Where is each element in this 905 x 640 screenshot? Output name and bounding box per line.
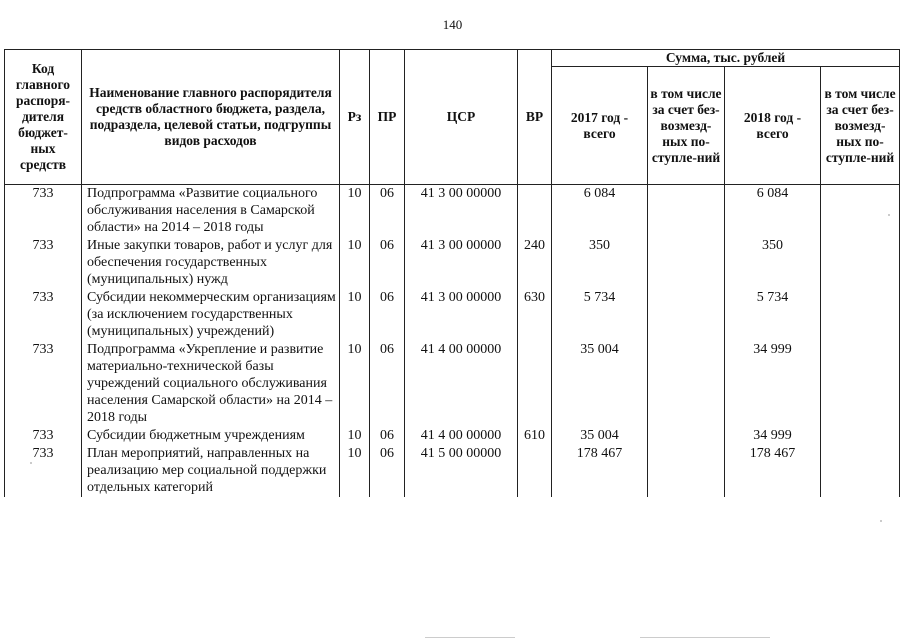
cell-rz: 10 (340, 427, 370, 445)
budget-table (4, 49, 900, 497)
table-row (5, 289, 900, 341)
cell-2018-grants (821, 237, 900, 289)
scan-line (640, 637, 770, 638)
cell-name: Подпрограмма «Укрепление и развитие материально-технической базы учреждений социального обслуживания населения Самарской области» на 2014 – 2018 годы (82, 341, 340, 427)
scan-dot (888, 214, 890, 216)
cell-name: Подпрограмма «Развитие социального обслуживания населения в Самарской области» на 2014 – 2018 годы (82, 185, 340, 238)
cell-pr: 06 (370, 341, 405, 427)
cell-2018-total: 34 999 (725, 427, 821, 445)
cell-2018-grants (821, 427, 900, 445)
cell-2018-total: 34 999 (725, 341, 821, 427)
cell-2017-total: 350 (552, 237, 648, 289)
header-name: Наименование главного распорядителя средств областного бюджета, раздела, подраздела, целевой статьи, подгруппы видов расходов (82, 50, 340, 185)
cell-csr: 41 5 00 00000 (405, 445, 518, 497)
cell-vr: 240 (518, 237, 552, 289)
scan-dot (30, 462, 32, 464)
cell-rz: 10 (340, 185, 370, 238)
table-body (5, 185, 900, 498)
table-header (5, 50, 900, 185)
cell-name: Иные закупки товаров, работ и услуг для обеспечения государственных (муниципальных) нужд (82, 237, 340, 289)
header-code: Код главного распоря-дителя бюджет-ных средств (5, 50, 82, 185)
cell-code: 733 (5, 237, 82, 289)
cell-2018-grants (821, 341, 900, 427)
header-pr: ПР (370, 50, 405, 185)
scan-line (425, 637, 515, 638)
cell-2018-total: 5 734 (725, 289, 821, 341)
cell-name: Субсидии бюджетным учреждениям (82, 427, 340, 445)
cell-vr (518, 445, 552, 497)
cell-pr: 06 (370, 427, 405, 445)
cell-code: 733 (5, 445, 82, 497)
cell-2018-grants (821, 289, 900, 341)
cell-2018-total: 6 084 (725, 185, 821, 238)
cell-2017-grants (648, 289, 725, 341)
cell-code: 733 (5, 427, 82, 445)
cell-2017-total: 178 467 (552, 445, 648, 497)
cell-rz: 10 (340, 289, 370, 341)
cell-rz: 10 (340, 341, 370, 427)
cell-rz: 10 (340, 445, 370, 497)
table-row (5, 341, 900, 427)
cell-code: 733 (5, 289, 82, 341)
cell-pr: 06 (370, 289, 405, 341)
cell-2017-grants (648, 341, 725, 427)
page-number: 140 (442, 17, 463, 32)
table-row (5, 237, 900, 289)
cell-csr: 41 4 00 00000 (405, 427, 518, 445)
cell-name: Субсидии некоммерческим организациям (за исключением государственных (муниципальных) учреждений) (82, 289, 340, 341)
cell-pr: 06 (370, 445, 405, 497)
header-2017-total: 2017 год - всего (552, 67, 648, 185)
cell-csr: 41 3 00 00000 (405, 289, 518, 341)
header-2018-grants: в том числе за счет без-возмезд-ных по-ступле-ний (821, 67, 900, 185)
cell-pr: 06 (370, 185, 405, 238)
cell-pr: 06 (370, 237, 405, 289)
cell-csr: 41 3 00 00000 (405, 237, 518, 289)
cell-csr: 41 4 00 00000 (405, 341, 518, 427)
scan-dot (880, 520, 882, 522)
cell-2017-grants (648, 185, 725, 238)
cell-2018-grants (821, 445, 900, 497)
cell-2018-grants (821, 185, 900, 238)
cell-2017-total: 6 084 (552, 185, 648, 238)
header-csr: ЦСР (405, 50, 518, 185)
table-row (5, 185, 900, 238)
cell-2017-total: 5 734 (552, 289, 648, 341)
cell-code: 733 (5, 341, 82, 427)
header-2017-grants: в том числе за счет без-возмезд-ных по-ступле-ний (648, 67, 725, 185)
cell-2017-total: 35 004 (552, 341, 648, 427)
header-vr: ВР (518, 50, 552, 185)
cell-vr (518, 341, 552, 427)
cell-code: 733 (5, 185, 82, 238)
cell-2017-grants (648, 445, 725, 497)
cell-vr (518, 185, 552, 238)
cell-2018-total: 178 467 (725, 445, 821, 497)
table-row (5, 445, 900, 497)
cell-2017-total: 35 004 (552, 427, 648, 445)
cell-vr: 630 (518, 289, 552, 341)
cell-name: План мероприятий, направленных на реализацию мер социальной поддержки отдельных категорий (82, 445, 340, 497)
header-sum-group: Сумма, тыс. рублей (552, 50, 900, 67)
cell-vr: 610 (518, 427, 552, 445)
cell-2018-total: 350 (725, 237, 821, 289)
cell-2017-grants (648, 237, 725, 289)
header-rz: Рз (340, 50, 370, 185)
header-2018-total: 2018 год - всего (725, 67, 821, 185)
table-row (5, 427, 900, 445)
cell-rz: 10 (340, 237, 370, 289)
cell-csr: 41 3 00 00000 (405, 185, 518, 238)
cell-2017-grants (648, 427, 725, 445)
